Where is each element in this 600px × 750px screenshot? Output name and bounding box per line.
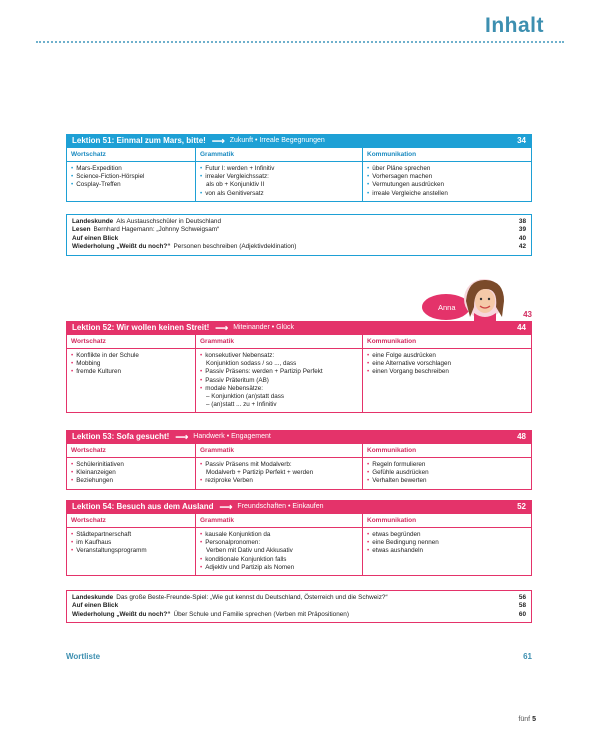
list-item: – (an)statt ... zu + Infinitiv xyxy=(206,401,277,409)
list-item: • Gefühle ausdrücken xyxy=(367,469,527,477)
list-item: • kausale Konjunktion da xyxy=(200,531,358,539)
arrow-right-icon: ⟶ xyxy=(215,323,229,333)
anna-label: Anna xyxy=(438,303,456,312)
kommunikation-column xyxy=(362,335,531,412)
list-item: • reziproke Verben xyxy=(200,477,358,485)
lesson-53-page: 48 xyxy=(517,432,526,441)
lesson-52-page: 44 xyxy=(517,323,526,332)
list-item: • Mars-Expedition xyxy=(71,165,191,173)
page-number-word: fünf xyxy=(518,716,531,723)
list-item: • Passiv Präsens mit Modalverb: xyxy=(200,461,358,469)
wortschatz-column xyxy=(67,335,195,412)
list-item: Verben mit Dativ und Akkusativ xyxy=(206,547,293,555)
extra-row[interactable]: Auf einen Blick 40 xyxy=(72,234,526,242)
kommunikation-column xyxy=(362,444,531,489)
list-item: • Passiv Präteritum (AB) xyxy=(200,377,358,385)
wortliste-page: 61 xyxy=(523,652,532,661)
list-item: • modale Nebensätze: xyxy=(200,385,358,393)
list-item: • Veranstaltungsprogramm xyxy=(71,547,191,555)
extra-row[interactable]: Landeskunde Als Austauschschüler in Deutschland 38 xyxy=(72,218,526,225)
list-item: Konjunktion sodass / so ..., dass xyxy=(206,360,297,368)
extra-row[interactable]: Wiederholung „Weißt du noch?“ Personen beschreiben (Adjektivdeklination) 42 xyxy=(72,243,526,251)
arrow-right-icon: ⟶ xyxy=(211,136,225,146)
list-item: • eine Bedingung nennen xyxy=(367,539,527,547)
lesson-52-topics: Miteinander • Glück xyxy=(233,324,295,331)
column-header: Kommunikation xyxy=(363,335,531,349)
lesson-54-page: 52 xyxy=(517,502,526,511)
extra-row[interactable]: Wiederholung „Weißt du noch?“ Über Schule und Familie sprechen (Verben mit Präpositionen) 60 xyxy=(72,610,526,618)
lesson-53-header[interactable] xyxy=(66,430,532,444)
list-item: • Vorhersagen machen xyxy=(367,173,527,181)
list-item: – Konjunktion (an)statt dass xyxy=(206,393,285,401)
lesson-54 xyxy=(66,500,532,576)
list-item: • im Kaufhaus xyxy=(71,539,191,547)
list-item: Modalverb + Partizip Perfekt + werden xyxy=(206,469,314,477)
lessons-52-54-extras xyxy=(66,590,532,623)
arrow-right-icon: ⟶ xyxy=(219,502,233,512)
wortschatz-column xyxy=(67,514,195,575)
lesson-51 xyxy=(66,134,532,202)
column-header: Grammatik xyxy=(196,444,362,458)
list-item: • Schülerinitiativen xyxy=(71,461,191,469)
grammatik-column xyxy=(195,148,362,201)
lesson-53-title: Lektion 53: Sofa gesucht! xyxy=(72,432,170,441)
column-header: Grammatik xyxy=(196,148,362,162)
list-item: • eine Folge ausdrücken xyxy=(367,352,527,360)
list-item: • irreale Vergleiche anstellen xyxy=(367,190,527,198)
arrow-right-icon: ⟶ xyxy=(175,432,189,442)
list-item: • Verhalten bewerten xyxy=(367,477,527,485)
wortschatz-column xyxy=(67,148,195,201)
lesson-53-topics: Handwerk • Engagement xyxy=(193,433,271,440)
list-item: • Mobbing xyxy=(71,360,191,368)
column-header: Wortschatz xyxy=(67,335,195,349)
anna-page: 43 xyxy=(523,310,532,319)
extra-row[interactable]: Auf einen Blick 58 xyxy=(72,602,526,610)
lesson-52-header[interactable] xyxy=(66,321,532,335)
anna-avatar xyxy=(416,277,520,321)
header-divider xyxy=(36,41,564,43)
grammatik-column xyxy=(195,335,362,412)
list-item: • einen Vorgang beschreiben xyxy=(367,368,527,376)
list-item: • Cosplay-Treffen xyxy=(71,181,191,189)
column-header: Kommunikation xyxy=(363,148,531,162)
list-item: • Science-Fiction-Hörspiel xyxy=(71,173,191,181)
page-footer xyxy=(518,716,536,723)
grammatik-column xyxy=(195,444,362,489)
lesson-51-extras xyxy=(66,214,532,256)
page-title: Inhalt xyxy=(485,14,544,37)
kommunikation-column xyxy=(362,148,531,201)
list-item: • Beziehungen xyxy=(71,477,191,485)
list-item: • Personalpronomen: xyxy=(200,539,358,547)
extra-row[interactable]: Landeskunde Das große Beste-Freunde-Spiel: „Wie gut kennst du Deutschland, Österreich und die Schweiz?“ 56 xyxy=(72,594,526,601)
list-item: • konsekutiver Nebensatz: xyxy=(200,352,358,360)
lesson-52 xyxy=(66,321,532,413)
column-header: Kommunikation xyxy=(363,514,531,528)
list-item: • Passiv Präsens: werden + Partizip Perfekt xyxy=(200,368,358,376)
wortschatz-column xyxy=(67,444,195,489)
column-header: Wortschatz xyxy=(67,514,195,528)
list-item: • Städtepartnerschaft xyxy=(71,531,191,539)
lesson-54-title: Lektion 54: Besuch aus dem Ausland xyxy=(72,502,214,511)
list-item: als ob + Konjunktiv II xyxy=(206,181,265,189)
kommunikation-column xyxy=(362,514,531,575)
list-item: • Kleinanzeigen xyxy=(71,469,191,477)
lesson-51-title: Lektion 51: Einmal zum Mars, bitte! xyxy=(72,136,206,145)
list-item: • konditionale Konjunktion falls xyxy=(200,556,358,564)
column-header: Wortschatz xyxy=(67,444,195,458)
page-number: 5 xyxy=(532,716,536,723)
list-item: • über Pläne sprechen xyxy=(367,165,527,173)
grammatik-column xyxy=(195,514,362,575)
lesson-54-topics: Freundschaften • Einkaufen xyxy=(237,503,324,510)
extra-row[interactable]: Lesen Bernhard Hagemann: „Johnny Schweigsam“ 39 xyxy=(72,226,526,234)
column-header: Wortschatz xyxy=(67,148,195,162)
column-header: Kommunikation xyxy=(363,444,531,458)
lesson-51-topics: Zukunft • Irreale Begegnungen xyxy=(229,137,325,144)
lesson-51-page: 34 xyxy=(517,136,526,145)
list-item: • Konflikte in der Schule xyxy=(71,352,191,360)
lesson-54-header[interactable] xyxy=(66,500,532,514)
lesson-51-header[interactable] xyxy=(66,134,532,148)
list-item: • Adjektiv und Partizip als Nomen xyxy=(200,564,358,572)
list-item: • etwas begründen xyxy=(367,531,527,539)
lesson-52-title: Lektion 52: Wir wollen keinen Streit! xyxy=(72,323,210,332)
list-item: • Vermutungen ausdrücken xyxy=(367,181,527,189)
list-item: • fremde Kulturen xyxy=(71,368,191,376)
list-item: • Regeln formulieren xyxy=(367,461,527,469)
list-item: • etwas aushandeln xyxy=(367,547,527,555)
lesson-53 xyxy=(66,430,532,490)
column-header: Grammatik xyxy=(196,335,362,349)
list-item: • Futur I: werden + Infinitiv xyxy=(200,165,358,173)
list-item: • eine Alternative vorschlagen xyxy=(367,360,527,368)
wortliste-link[interactable]: Wortliste xyxy=(66,652,101,661)
list-item: • irrealer Vergleichssatz: xyxy=(200,173,358,181)
column-header: Grammatik xyxy=(196,514,362,528)
list-item: • von als Genitiversatz xyxy=(200,190,358,198)
